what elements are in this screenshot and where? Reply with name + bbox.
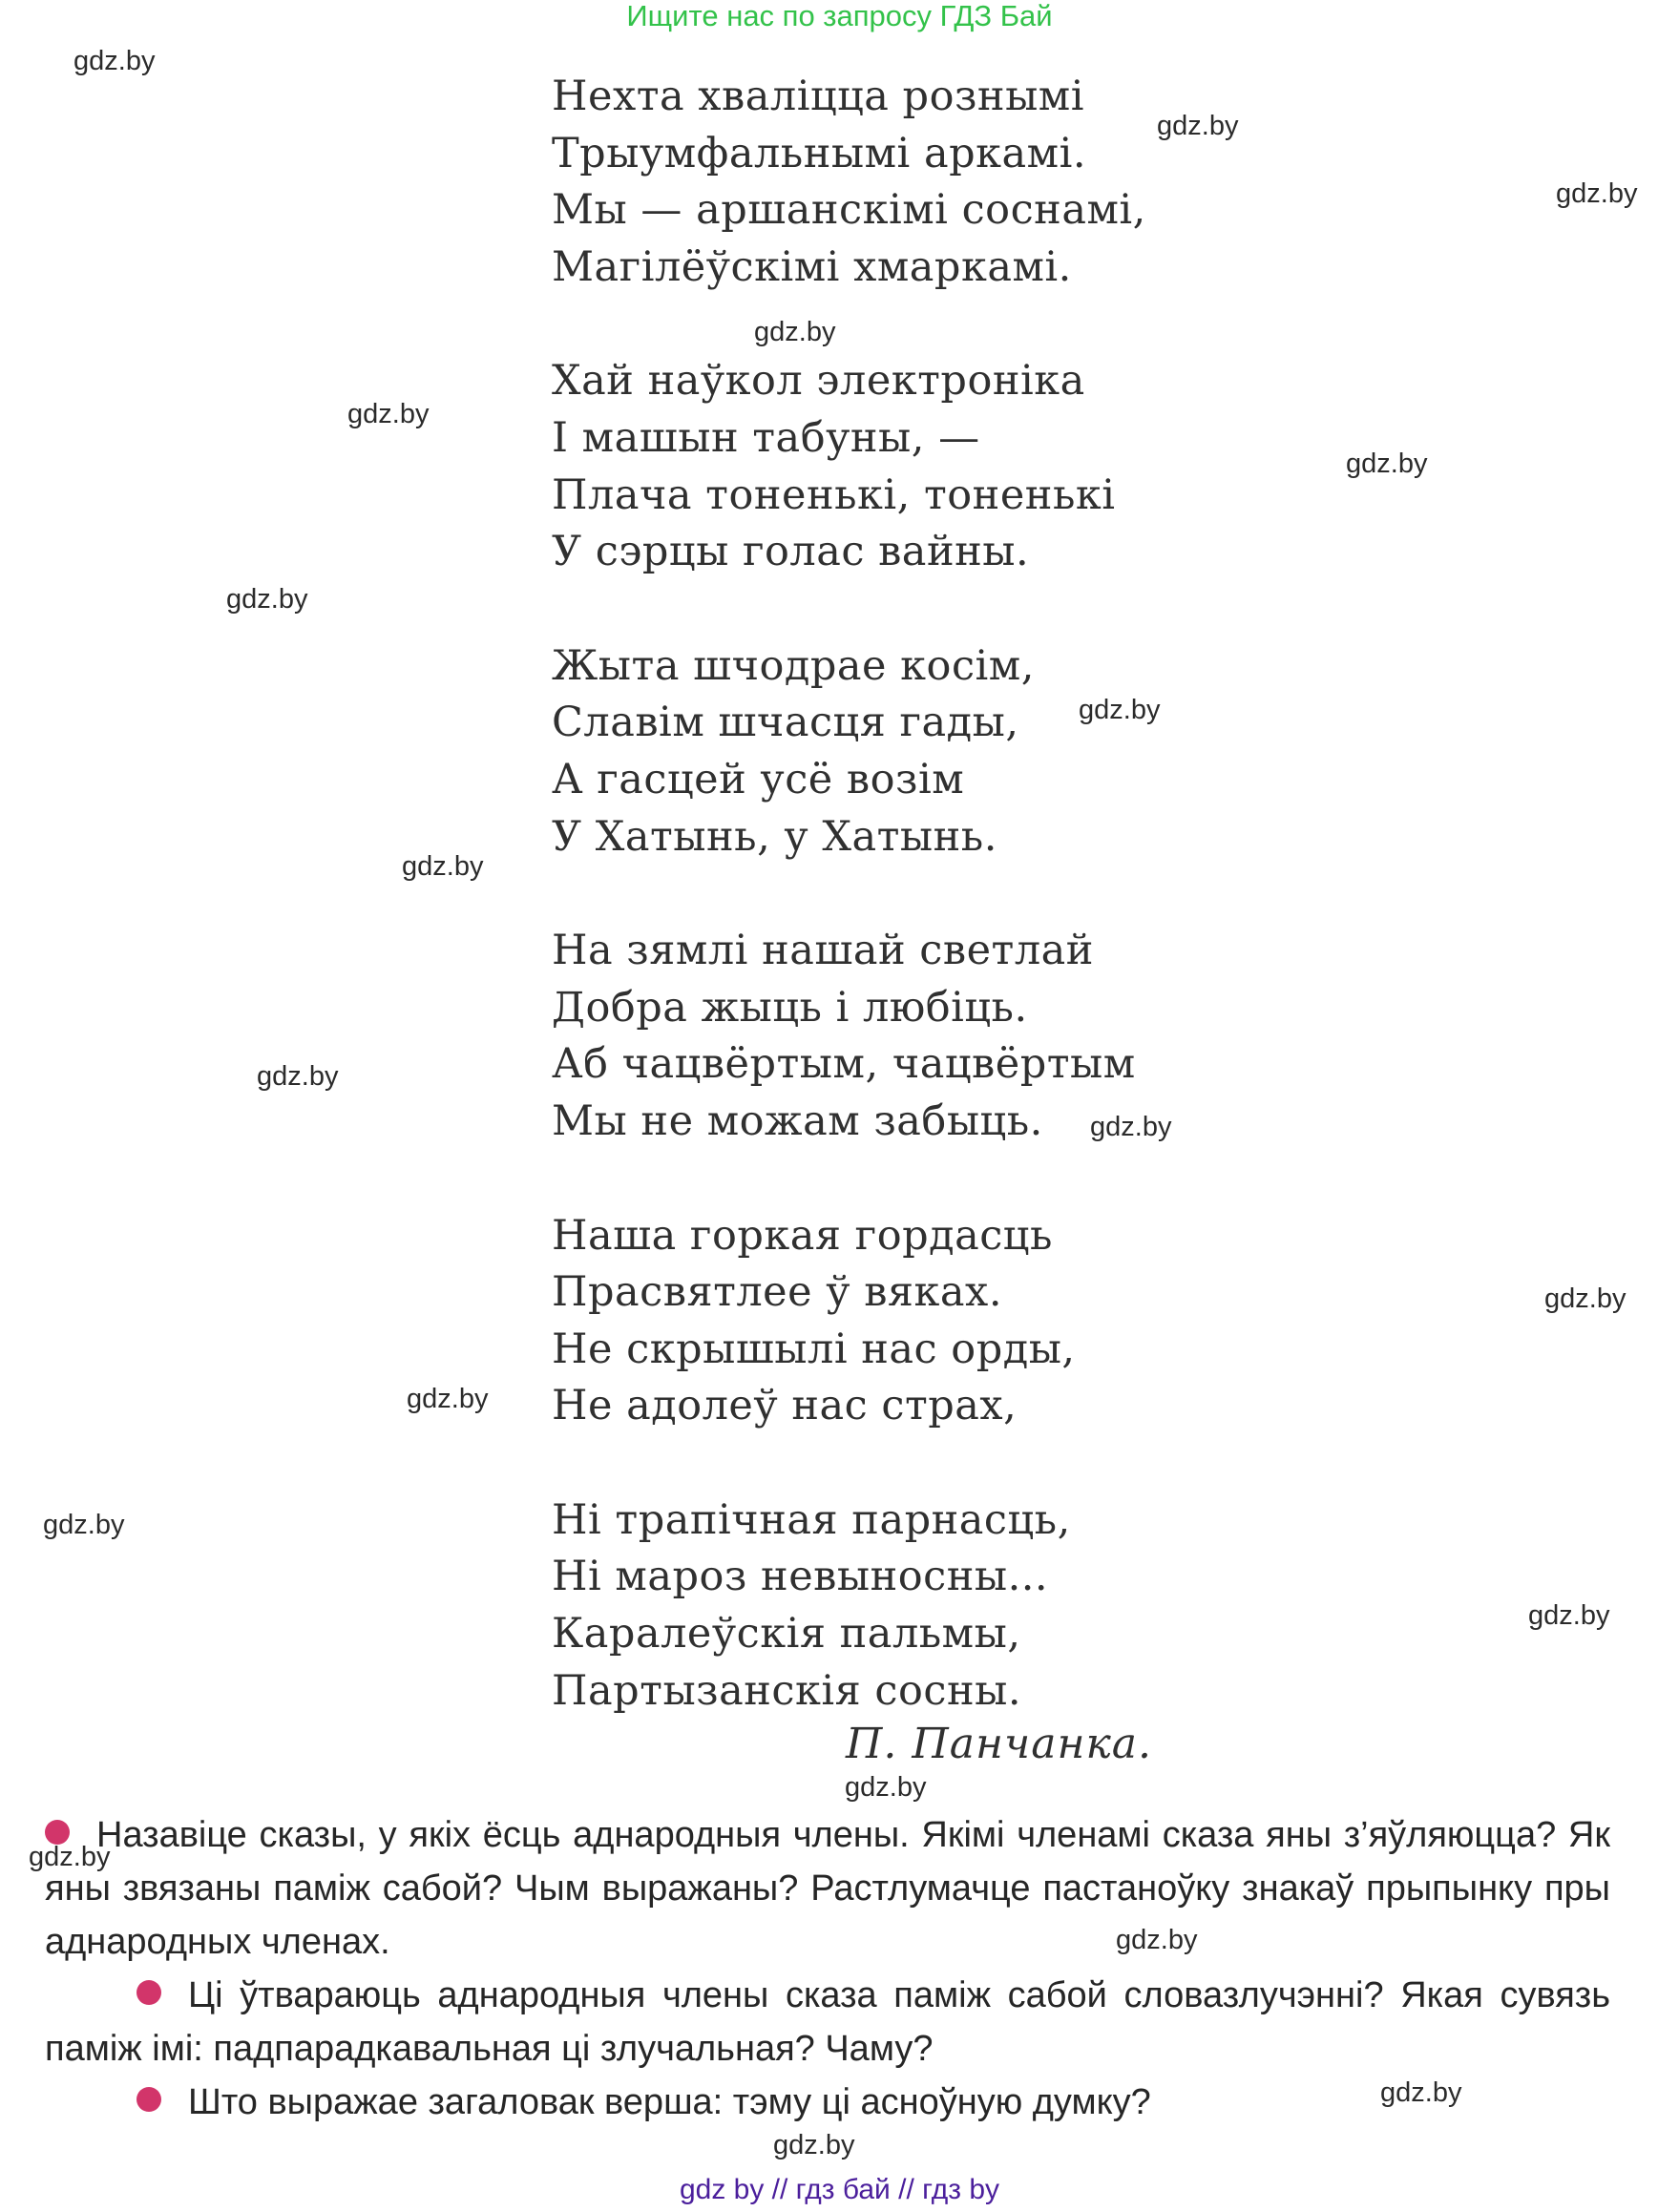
poem-line: У Хатынь, у Хатынь. — [552, 812, 997, 861]
poem-line: Жыта шчодрае косім, — [552, 641, 1035, 690]
stanza-1 — [552, 69, 1146, 296]
poem-line: Славім шчасця гады, — [552, 699, 1019, 747]
poem-line: Ні трапічная парнасць, — [552, 1495, 1071, 1544]
bullet-icon — [136, 2087, 161, 2112]
stanza-4 — [552, 923, 1146, 1150]
watermark: gdz.by — [43, 1510, 125, 1540]
poem-line: Трыумфальнымі аркамі. — [552, 129, 1086, 177]
poem-line: Партызанскія сосны. — [552, 1666, 1022, 1715]
watermark: gdz.by — [1346, 449, 1428, 479]
watermark: gdz.by — [773, 2130, 855, 2160]
watermark: gdz.by — [1116, 1925, 1198, 1955]
poem-line: Добра жыць і любіць. — [552, 983, 1028, 1032]
watermark: gdz.by — [29, 1842, 111, 1872]
watermark: gdz.by — [257, 1061, 339, 1092]
poem-line: Мы не можам забыць. — [552, 1096, 1043, 1145]
stanza-3 — [552, 638, 1146, 866]
poem-line: Каралеўскія пальмы, — [552, 1610, 1021, 1659]
watermark: gdz.by — [1157, 111, 1239, 141]
poem-line: Хай наўкол электроніка — [552, 357, 1085, 406]
watermark: gdz.by — [1544, 1283, 1627, 1314]
poem-line: Магілёўскімі хмаркамі. — [552, 242, 1072, 291]
question-text: Ці ўтвараюць аднародныя члены сказа паміж сабой словазлучэнні? Якая сувязь паміж імі: падпарадкавальная ці злучальная? Чаму? — [45, 1975, 1610, 2069]
question-text: Назавіце сказы, у якіх ёсць аднародныя члены. Якімі членамі сказа яны з’яўляюцца? Як яны звязаны паміж сабой? Чым выражаны? Растлумачце пастаноўку знакаў прыпынку пры аднародных членах. — [45, 1815, 1610, 1962]
watermark: gdz.by — [754, 317, 836, 347]
footer-links: gdz by // гдз бай // гдз by — [679, 2174, 1000, 2205]
poem-line: Наша горкая гордасць — [552, 1211, 1053, 1260]
poem-line: Прасвятлее ў вяках. — [552, 1268, 1002, 1317]
poem-line: Мы — аршанскімі соснамі, — [552, 186, 1146, 235]
stanza-5 — [552, 1208, 1146, 1435]
watermark: gdz.by — [1079, 695, 1161, 725]
stanza-6 — [552, 1492, 1146, 1720]
watermark: gdz.by — [845, 1772, 927, 1803]
question-3 — [45, 2076, 1610, 2129]
question-1 — [45, 1808, 1610, 1969]
poem-line: І машын табуны, — — [552, 413, 980, 462]
watermark: gdz.by — [1090, 1112, 1172, 1142]
watermark: gdz.by — [1556, 178, 1638, 209]
poem-line: Не адолеў нас страх, — [552, 1382, 1018, 1430]
poem-line: Не скрышылі нас орды, — [552, 1325, 1076, 1373]
bullet-icon — [136, 1980, 161, 2005]
watermark: gdz.by — [347, 399, 430, 429]
watermark: gdz.by — [407, 1384, 489, 1414]
poem-author: П. Панчанка. — [846, 1720, 1153, 1768]
poem-line: На зямлі нашай светлай — [552, 927, 1094, 975]
poem-line: Аб чацвёртым, чацвёртым — [552, 1040, 1136, 1089]
question-text: Што выражае загаловак верша: тэму ці асноўную думку? — [188, 2082, 1151, 2122]
top-banner: Ищите нас по запросу ГДЗ Бай — [626, 0, 1053, 32]
poem-line: Плача тоненькі, тоненькі — [552, 470, 1116, 519]
watermark: gdz.by — [1528, 1600, 1610, 1631]
poem-line: У сэрцы голас вайны. — [552, 528, 1030, 576]
question-2 — [45, 1969, 1610, 2076]
watermark: gdz.by — [73, 46, 156, 76]
stanza-2 — [552, 353, 1146, 580]
watermark: gdz.by — [1380, 2077, 1462, 2108]
watermark: gdz.by — [402, 851, 484, 882]
poem-line: Нехта хваліцца рознымі — [552, 73, 1085, 120]
poem — [552, 69, 1146, 1777]
poem-line: А гасцей усё возім — [552, 755, 965, 803]
questions — [45, 1808, 1610, 2129]
poem-line: Ні мароз невыносны... — [552, 1553, 1049, 1601]
watermark: gdz.by — [226, 584, 308, 615]
